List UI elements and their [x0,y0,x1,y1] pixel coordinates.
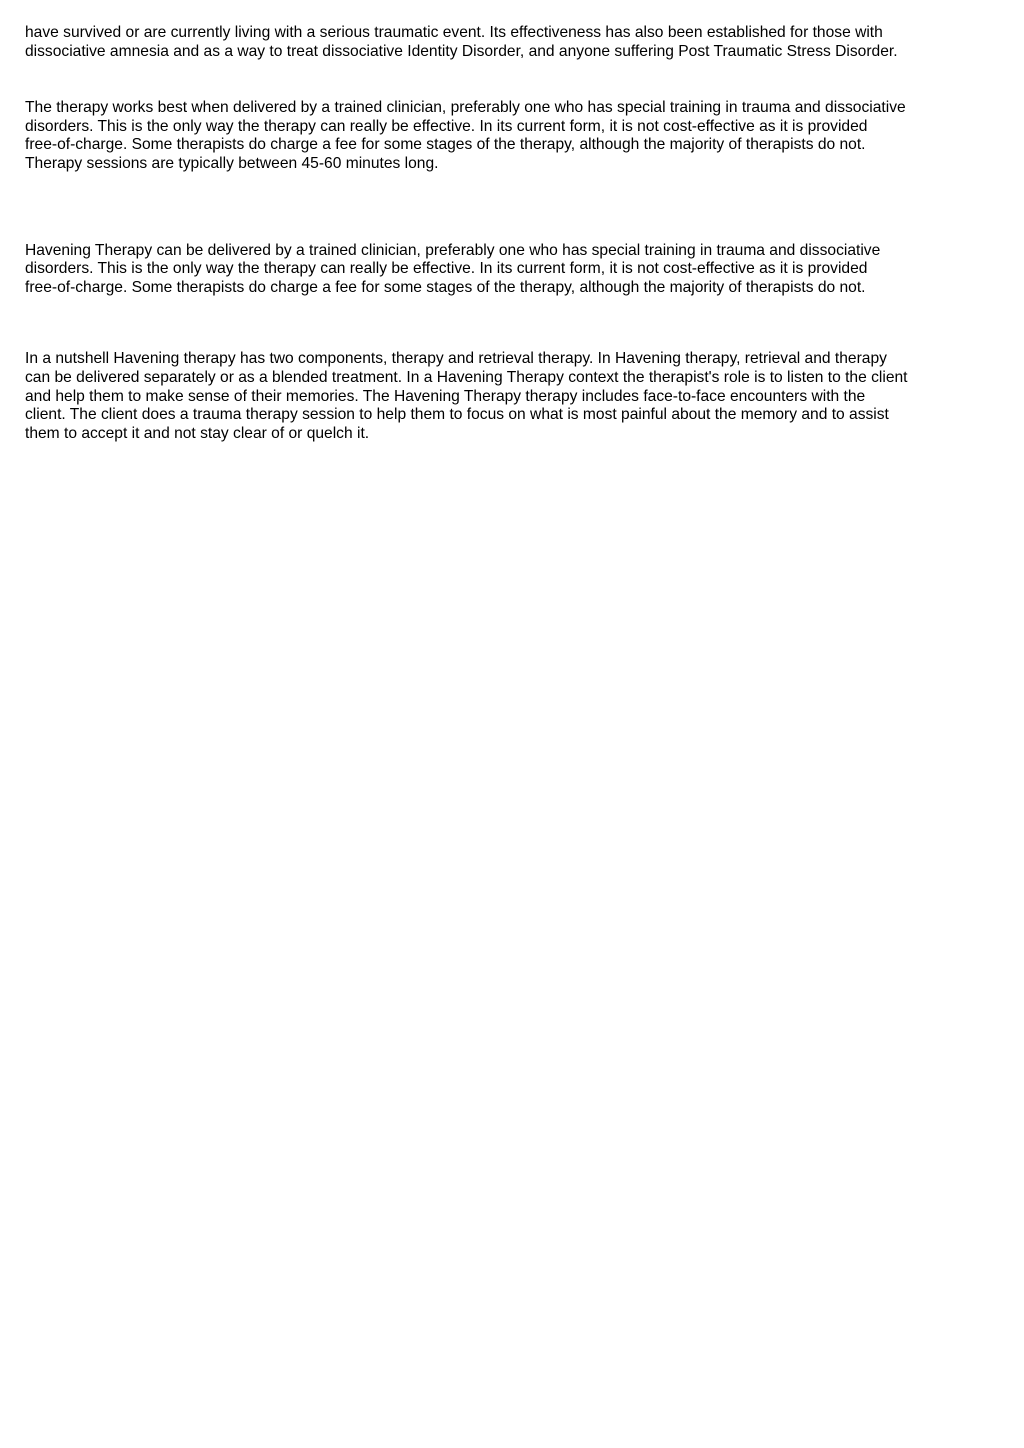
paragraph-effectiveness: have survived or are currently living with a serious traumatic event. Its effectiveness has also been established for those with dissociative amnesia and as a way to treat dissociative Identity Disorder, and anyone suffering Post Traumatic Stress Disorder. [25,24,898,60]
paragraph-havening-delivery: Havening Therapy can be delivered by a trained clinician, preferably one who has special training in trauma and dissociative disorders. This is the only way the therapy can really be effective. In its current form, it is not cost-effective as it is provided free-of-charge. Some therapists do charge a fee for some stages of the therapy, although the majority of therapists do not. [25,241,881,296]
paragraph-havening-components: In a nutshell Havening therapy has two components, therapy and retrieval therapy. In Havening therapy, retrieval and therapy can be delivered separately or as a blended treatment. In a Havening Therapy context the therapist's role is to listen to the client and help them to make sense of their memories. The Havening Therapy therapy includes face-to-face encounters with the client. The client does a trauma therapy session to help them to focus on what is most painful about the memory and to assist them to accept it and not stay clear of or quelch it. [25,350,908,442]
paragraph-delivery-sessions: The therapy works best when delivered by a trained clinician, preferably one who has special training in trauma and dissociative disorders. This is the only way the therapy can really be effective. In its current form, it is not cost-effective as it is provided free-of-charge. Some therapists do charge a fee for some stages of the therapy, although the majority of therapists do not. Therapy sessions are typically between 45-60 minutes long. [25,99,906,172]
document-page [25,24,1005,443]
